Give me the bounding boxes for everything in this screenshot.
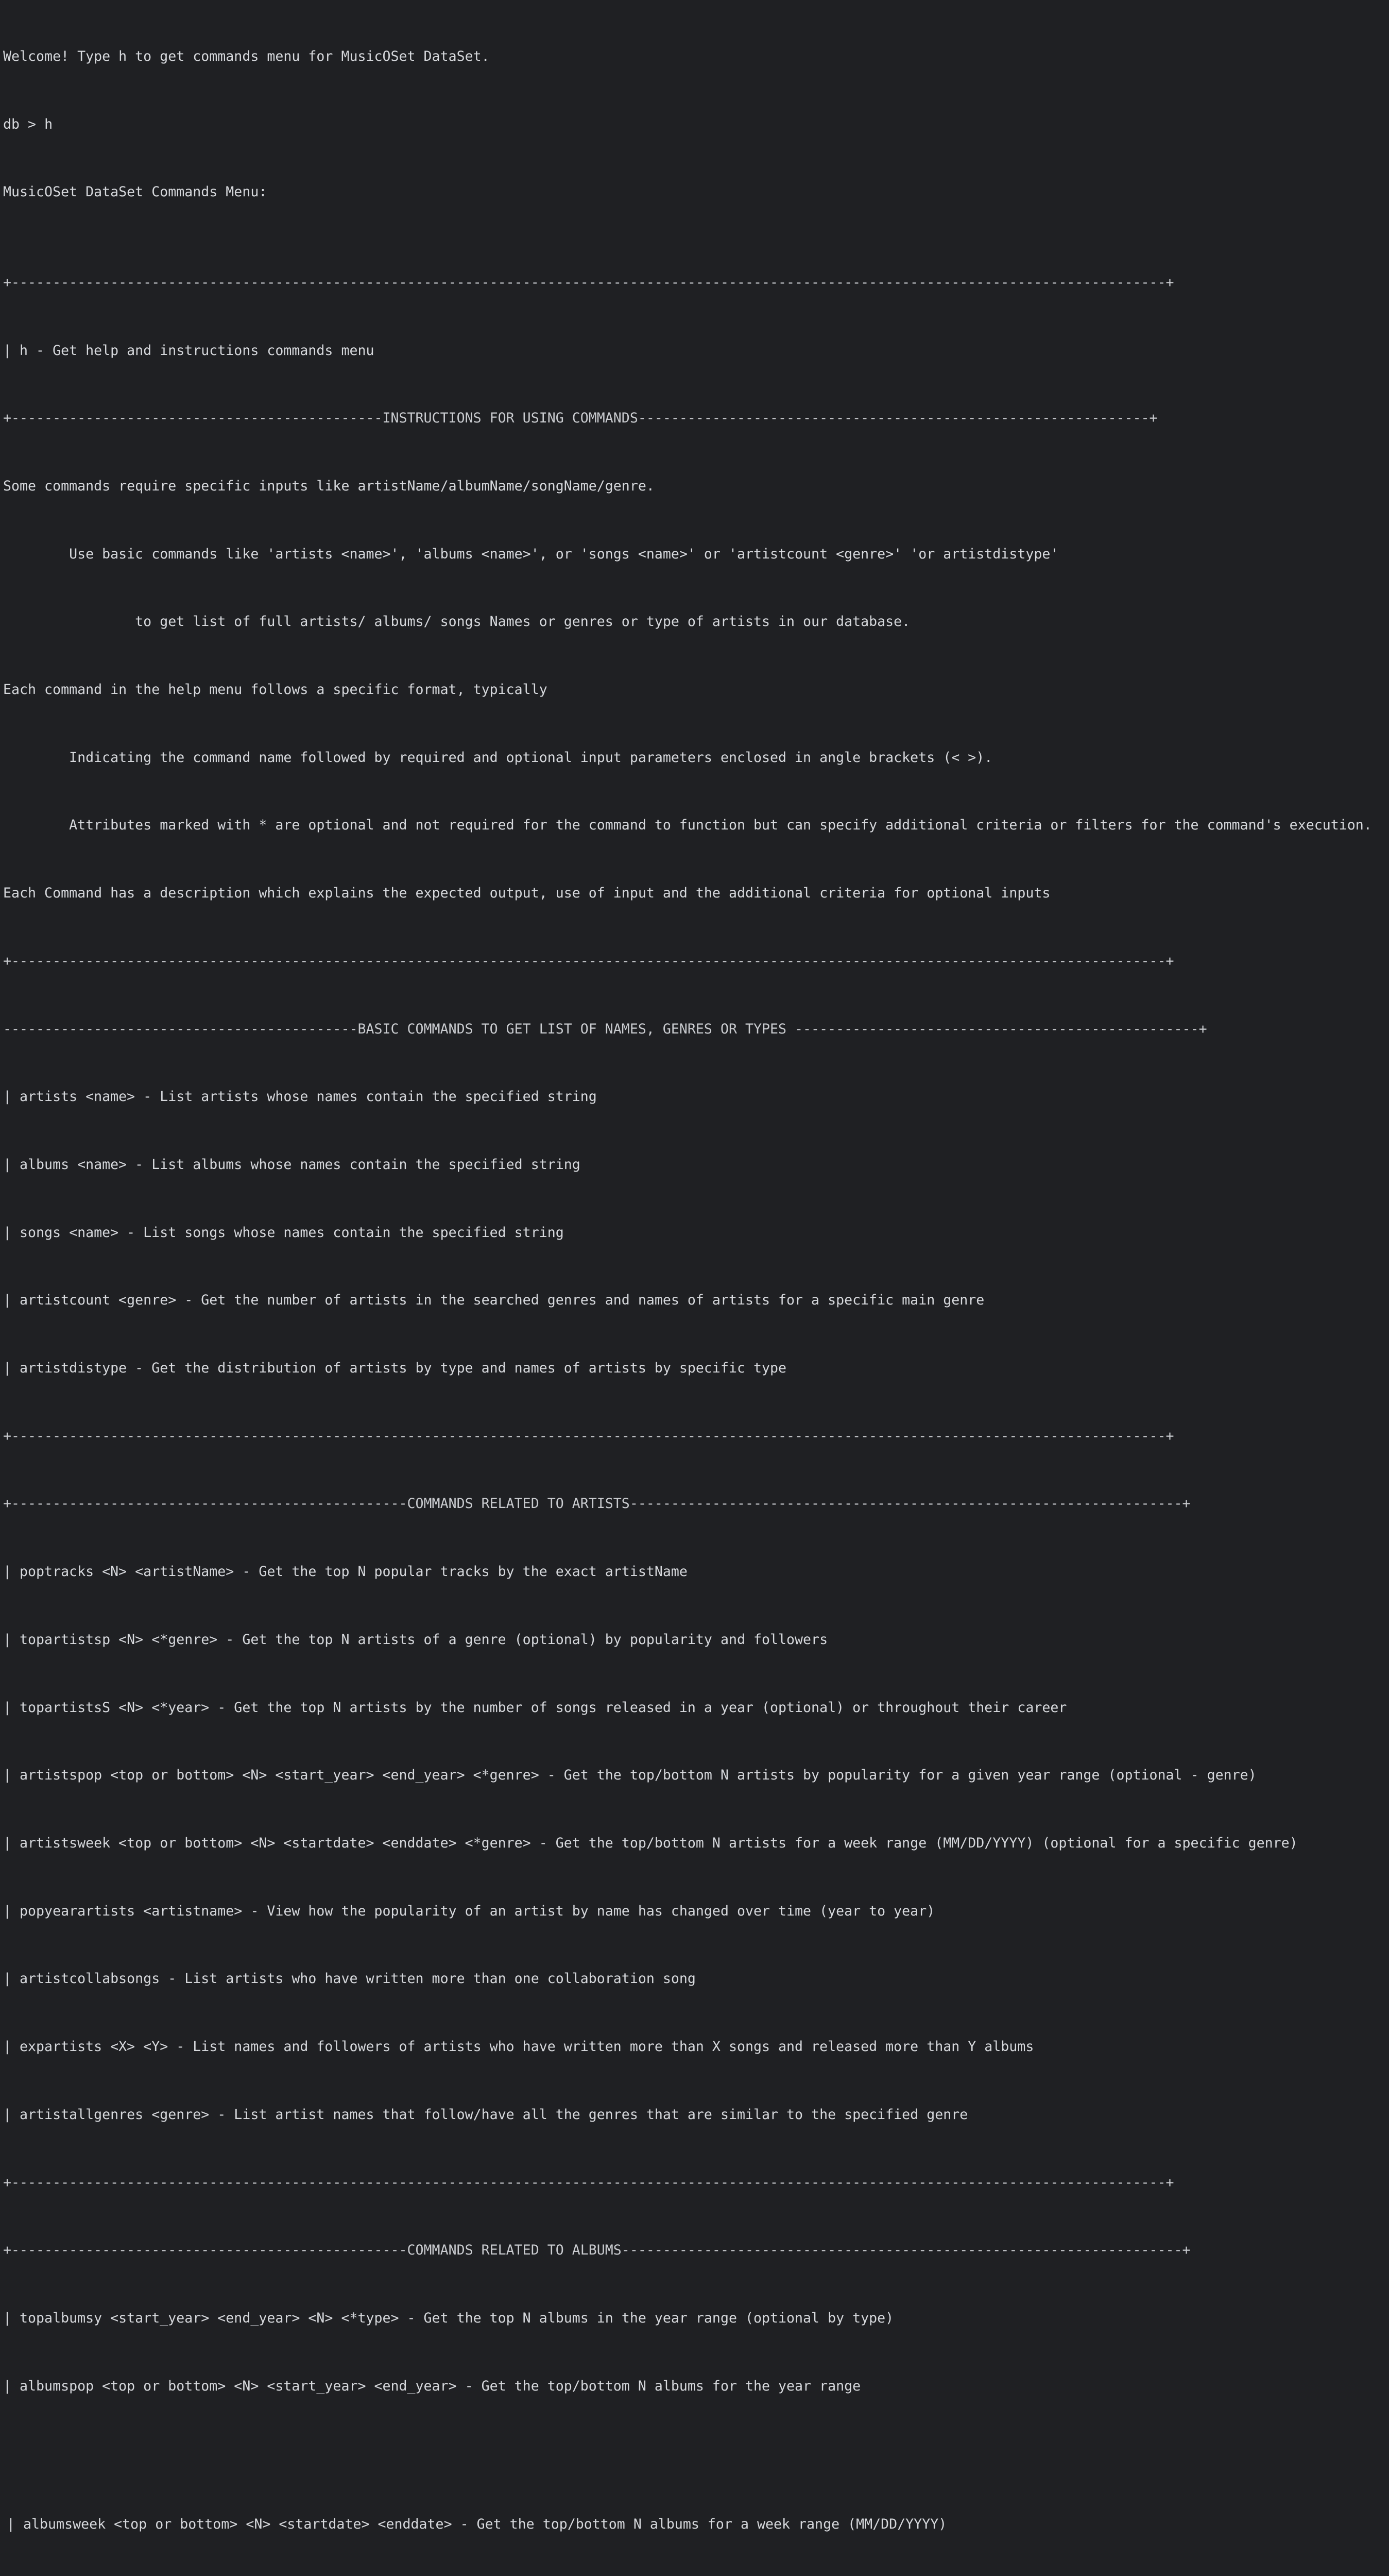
- menu-line: | topalbumsy <start_year> <end_year> <N> <*type> - Get the top N albums in the year range (optional by type): [3, 2310, 894, 2326]
- section-header-artists: +------------------------------------------------COMMANDS RELATED TO ARTISTS-------------------------------------------------------------------+: [3, 1496, 1191, 1512]
- prompt: db >: [3, 116, 45, 132]
- menu-line: Indicating the command name followed by required and optional input parameters enclosed in angle brackets (< >).: [3, 749, 993, 766]
- menu-line: +--------------------------------------------------------------------------------------------------------------------------------------------+: [3, 274, 1174, 291]
- lower-output-block: [7, 2467, 1389, 2576]
- menu-line: | albumsweek <top or bottom> <N> <startdate> <enddate> - Get the top/bottom N albums for a week range (MM/DD/YYYY): [7, 2516, 947, 2533]
- menu-line: | albumspop <top or bottom> <N> <start_year> <end_year> - Get the top/bottom N albums for the year range: [3, 2378, 861, 2394]
- menu-line: +--------------------------------------------------------------------------------------------------------------------------------------------+: [3, 1428, 1174, 1444]
- menu-line: | topartistsS <N> <*year> - Get the top N artists by the number of songs released in a year (optional) or throughout their career: [3, 1699, 1067, 1716]
- menu-line: | artistdistype - Get the distribution of artists by type and names of artists by specific type: [3, 1360, 787, 1377]
- menu-line: | popyearartists <artistname> - View how the popularity of an artist by name has changed over time (year to year): [3, 1903, 935, 1919]
- menu-line: Each Command has a description which explains the expected output, use of input and the additional criteria for optional inputs: [3, 885, 1051, 902]
- command-echo: [3, 113, 1385, 136]
- menu-line: | artistspop <top or bottom> <N> <start_year> <end_year> <*genre> - Get the top/bottom N artists by popularity for a given year range (optional - genre): [3, 1767, 1257, 1784]
- menu-line: Some commands require specific inputs like artistName/albumName/songName/genre.: [3, 478, 655, 494]
- menu-line: | poptracks <N> <artistName> - Get the top N popular tracks by the exact artistName: [3, 1564, 688, 1580]
- menu-line: Attributes marked with * are optional and not required for the command to function but can specify additional criteria or filters for the command's execution.: [3, 817, 1372, 834]
- menu-line: | songs <name> - List songs whose names contain the specified string: [3, 1224, 564, 1241]
- section-header-albums: +------------------------------------------------COMMANDS RELATED TO ALBUMS--------------------------------------------------------------------+: [3, 2242, 1191, 2259]
- section-header-basic: -------------------------------------------BASIC COMMANDS TO GET LIST OF NAMES, GENRES OR TYPES -------------------------------------------------+: [3, 1021, 1207, 1037]
- menu-line: | albums <name> - List albums whose names contain the specified string: [3, 1156, 580, 1173]
- menu-line: | topartistsp <N> <*genre> - Get the top N artists of a genre (optional) by popularity and followers: [3, 1631, 828, 1648]
- menu-line: | artistcollabsongs - List artists who have written more than one collaboration song: [3, 1971, 696, 1987]
- menu-line: | artistsweek <top or bottom> <N> <startdate> <enddate> <*genre> - Get the top/bottom N artists for a week range (MM/DD/YYYY) (optional for a specific genre): [3, 1835, 1298, 1851]
- welcome-message: Welcome! Type h to get commands menu for MusicOSet DataSet.: [3, 48, 490, 64]
- menu-line: Use basic commands like 'artists <name>', 'albums <name>', or 'songs <name>' or 'artistcount <genre>' 'or artistdistype': [3, 546, 1059, 562]
- section-header-instructions: +---------------------------------------------INSTRUCTIONS FOR USING COMMANDS--------------------------------------------------------------+: [3, 410, 1158, 427]
- menu-line: | artistcount <genre> - Get the number of artists in the searched genres and names of artists for a specific main genre: [3, 1292, 985, 1309]
- menu-line: | artists <name> - List artists whose names contain the specified string: [3, 1089, 597, 1105]
- menu-line: | h - Get help and instructions commands menu: [3, 342, 374, 359]
- menu-line: | expartists <X> <Y> - List names and followers of artists who have written more than X songs and released more than Y albums: [3, 2039, 1034, 2055]
- menu-line: Each command in the help menu follows a specific format, typically: [3, 682, 547, 698]
- menu-line: +--------------------------------------------------------------------------------------------------------------------------------------------+: [3, 2174, 1174, 2191]
- typed-command: h: [44, 116, 53, 132]
- menu-line: to get list of full artists/ albums/ songs Names or genres or type of artists in our database.: [3, 614, 911, 630]
- menu-title: MusicOSet DataSet Commands Menu:: [3, 184, 267, 200]
- menu-line: | artistallgenres <genre> - List artist names that follow/have all the genres that are similar to the specified genre: [3, 2106, 968, 2123]
- menu-line: +--------------------------------------------------------------------------------------------------------------------------------------------+: [3, 953, 1174, 969]
